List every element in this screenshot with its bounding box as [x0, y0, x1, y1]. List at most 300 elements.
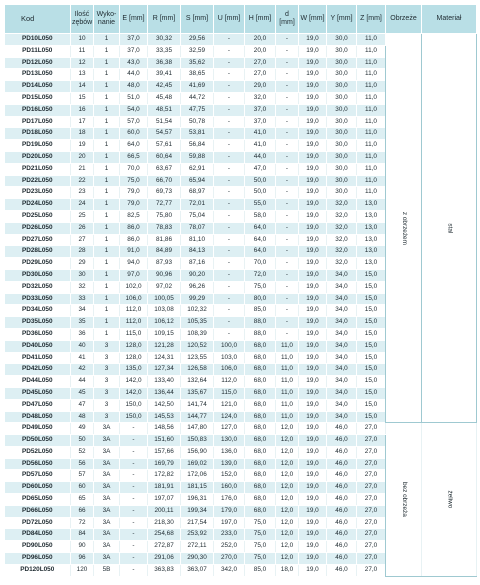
- cell-h: 80,0: [245, 293, 276, 305]
- cell-r: 54,57: [148, 128, 181, 140]
- cell-h: 68,0: [245, 482, 276, 494]
- cell-u: -: [214, 175, 245, 187]
- header-s: S [mm]: [181, 5, 214, 34]
- cell-u: -: [214, 116, 245, 128]
- cell-h: 41,0: [245, 140, 276, 152]
- cell-d: 12,0: [276, 482, 299, 494]
- cell-s: 29,56: [181, 34, 214, 46]
- cell-wykonanie: 1: [94, 45, 120, 57]
- cell-kod: PD13L050: [5, 69, 71, 81]
- cell-u: -: [214, 92, 245, 104]
- cell-r: 30,32: [148, 34, 181, 46]
- cell-e: 82,5: [120, 210, 148, 222]
- cell-h: 55,0: [245, 199, 276, 211]
- cell-e: -: [120, 458, 148, 470]
- cell-d: -: [276, 305, 299, 317]
- cell-d: -: [276, 151, 299, 163]
- cell-s: 90,20: [181, 269, 214, 281]
- cell-r: 78,83: [148, 222, 181, 234]
- cell-h: 27,0: [245, 57, 276, 69]
- cell-h: 68,0: [245, 387, 276, 399]
- cell-s: 199,34: [181, 505, 214, 517]
- cell-h: 20,0: [245, 34, 276, 46]
- cell-r: 181,91: [148, 482, 181, 494]
- cell-r: 69,73: [148, 187, 181, 199]
- cell-y: 46,0: [327, 541, 357, 553]
- cell-z: 15,0: [357, 399, 386, 411]
- cell-y: 30,0: [327, 140, 357, 152]
- cell-w: 19,0: [299, 45, 327, 57]
- cell-r: 81,86: [148, 234, 181, 246]
- cell-e: 150,0: [120, 411, 148, 423]
- cell-h: 88,0: [245, 328, 276, 340]
- cell-r: 145,53: [148, 411, 181, 423]
- cell-y: 30,0: [327, 92, 357, 104]
- cell-d: 18,0: [276, 564, 299, 576]
- cell-z: 11,0: [357, 163, 386, 175]
- cell-w: 19,0: [299, 281, 327, 293]
- cell-wykonanie: 3: [94, 411, 120, 423]
- cell-r: 39,41: [148, 69, 181, 81]
- cell-h: 58,0: [245, 210, 276, 222]
- cell-y: 46,0: [327, 494, 357, 506]
- cell-y: 46,0: [327, 470, 357, 482]
- cell-wykonanie: 1: [94, 222, 120, 234]
- cell-h: 64,0: [245, 234, 276, 246]
- cell-d: -: [276, 281, 299, 293]
- cell-s: 120,52: [181, 340, 214, 352]
- cell-w: 19,0: [299, 81, 327, 93]
- cell-y: 34,0: [327, 281, 357, 293]
- cell-wykonanie: 1: [94, 116, 120, 128]
- cell-w: 19,0: [299, 92, 327, 104]
- cell-u: 121,0: [214, 399, 245, 411]
- cell-z: 13,0: [357, 199, 386, 211]
- cell-y: 30,0: [327, 151, 357, 163]
- cell-d: 11,0: [276, 399, 299, 411]
- cell-r: 106,12: [148, 317, 181, 329]
- cell-kod: PD35L050: [5, 317, 71, 329]
- cell-r: 272,87: [148, 541, 181, 553]
- cell-wykonanie: 1: [94, 151, 120, 163]
- cell-d: -: [276, 69, 299, 81]
- cell-d: -: [276, 293, 299, 305]
- cell-wykonanie: 1: [94, 69, 120, 81]
- cell-z: 11,0: [357, 175, 386, 187]
- cell-h: 72,0: [245, 269, 276, 281]
- cell-w: 19,0: [299, 234, 327, 246]
- cell-r: 197,07: [148, 494, 181, 506]
- cell-zebow: 32: [71, 281, 94, 293]
- cell-w: 19,0: [299, 529, 327, 541]
- cell-zebow: 21: [71, 163, 94, 175]
- cell-h: 68,0: [245, 399, 276, 411]
- cell-w: 19,0: [299, 175, 327, 187]
- cell-e: 128,0: [120, 340, 148, 352]
- cell-s: 44,72: [181, 92, 214, 104]
- cell-s: 108,39: [181, 328, 214, 340]
- cell-wykonanie: 1: [94, 34, 120, 46]
- cell-w: 19,0: [299, 517, 327, 529]
- cell-e: -: [120, 494, 148, 506]
- cell-d: 12,0: [276, 423, 299, 435]
- cell-u: -: [214, 269, 245, 281]
- cell-wykonanie: 1: [94, 317, 120, 329]
- cell-zebow: 18: [71, 128, 94, 140]
- cell-d: 12,0: [276, 517, 299, 529]
- cell-r: 66,70: [148, 175, 181, 187]
- cell-u: 152,0: [214, 470, 245, 482]
- cell-u: 124,0: [214, 411, 245, 423]
- cell-u: 179,0: [214, 505, 245, 517]
- cell-kod: PD32L050: [5, 281, 71, 293]
- cell-z: 11,0: [357, 187, 386, 199]
- spec-table-container: [4, 4, 476, 577]
- cell-w: 19,0: [299, 470, 327, 482]
- cell-w: 19,0: [299, 163, 327, 175]
- cell-d: -: [276, 328, 299, 340]
- cell-z: 27,0: [357, 435, 386, 447]
- cell-d: 12,0: [276, 494, 299, 506]
- cell-s: 56,84: [181, 140, 214, 152]
- cell-u: -: [214, 45, 245, 57]
- cell-kod: PD15L050: [5, 92, 71, 104]
- cell-d: -: [276, 104, 299, 116]
- cell-h: 68,0: [245, 352, 276, 364]
- cell-z: 15,0: [357, 376, 386, 388]
- cell-w: 19,0: [299, 104, 327, 116]
- cell-u: -: [214, 140, 245, 152]
- cell-z: 27,0: [357, 505, 386, 517]
- cell-s: 144,77: [181, 411, 214, 423]
- cell-wykonanie: 3A: [94, 423, 120, 435]
- cell-r: 57,61: [148, 140, 181, 152]
- cell-w: 19,0: [299, 553, 327, 565]
- cell-h: 37,0: [245, 116, 276, 128]
- cell-e: -: [120, 470, 148, 482]
- cell-y: 34,0: [327, 376, 357, 388]
- cell-u: -: [214, 246, 245, 258]
- cell-s: 290,30: [181, 553, 214, 565]
- cell-zebow: 60: [71, 482, 94, 494]
- cell-z: 27,0: [357, 470, 386, 482]
- cell-u: -: [214, 281, 245, 293]
- cell-u: 139,0: [214, 458, 245, 470]
- cell-r: 45,48: [148, 92, 181, 104]
- cell-wykonanie: 1: [94, 234, 120, 246]
- cell-z: 11,0: [357, 92, 386, 104]
- header-row: [5, 5, 477, 34]
- cell-kod: PD30L050: [5, 269, 71, 281]
- cell-z: 27,0: [357, 482, 386, 494]
- cell-y: 46,0: [327, 423, 357, 435]
- cell-r: 121,28: [148, 340, 181, 352]
- cell-e: 150,0: [120, 399, 148, 411]
- cell-z: 27,0: [357, 458, 386, 470]
- cell-z: 11,0: [357, 140, 386, 152]
- cell-wykonanie: 1: [94, 269, 120, 281]
- cell-y: 46,0: [327, 505, 357, 517]
- cell-kod: PD19L050: [5, 140, 71, 152]
- cell-u: 176,0: [214, 494, 245, 506]
- cell-e: 51,0: [120, 92, 148, 104]
- group-obrzeze-label: z obrzeżem: [400, 211, 408, 245]
- cell-h: 29,0: [245, 81, 276, 93]
- cell-h: 37,0: [245, 104, 276, 116]
- cell-wykonanie: 3: [94, 352, 120, 364]
- cell-z: 27,0: [357, 494, 386, 506]
- cell-kod: PD56L050: [5, 458, 71, 470]
- cell-wykonanie: 3A: [94, 435, 120, 447]
- cell-kod: PD48L050: [5, 411, 71, 423]
- cell-s: 105,35: [181, 317, 214, 329]
- cell-z: 15,0: [357, 387, 386, 399]
- cell-e: 94,0: [120, 258, 148, 270]
- cell-s: 53,81: [181, 128, 214, 140]
- cell-e: 79,0: [120, 187, 148, 199]
- cell-s: 75,04: [181, 210, 214, 222]
- cell-y: 34,0: [327, 387, 357, 399]
- cell-e: 112,0: [120, 305, 148, 317]
- cell-kod: PD44L050: [5, 376, 71, 388]
- cell-e: 37,0: [120, 45, 148, 57]
- cell-zebow: 45: [71, 387, 94, 399]
- header-kod: Kod: [5, 5, 71, 34]
- cell-wykonanie: 1: [94, 92, 120, 104]
- cell-kod: PD24L050: [5, 199, 71, 211]
- cell-w: 19,0: [299, 541, 327, 553]
- cell-d: -: [276, 210, 299, 222]
- cell-d: 12,0: [276, 553, 299, 565]
- cell-kod: PD41L050: [5, 352, 71, 364]
- cell-zebow: 14: [71, 81, 94, 93]
- cell-r: 157,66: [148, 446, 181, 458]
- cell-r: 75,80: [148, 210, 181, 222]
- cell-w: 19,0: [299, 258, 327, 270]
- cell-wykonanie: 3A: [94, 553, 120, 565]
- cell-zebow: 57: [71, 470, 94, 482]
- cell-wykonanie: 1: [94, 187, 120, 199]
- cell-u: 233,0: [214, 529, 245, 541]
- cell-wykonanie: 3: [94, 376, 120, 388]
- cell-s: 141,74: [181, 399, 214, 411]
- cell-e: 66,5: [120, 151, 148, 163]
- cell-kod: PD29L050: [5, 258, 71, 270]
- cell-w: 19,0: [299, 458, 327, 470]
- cell-zebow: 34: [71, 305, 94, 317]
- cell-u: -: [214, 305, 245, 317]
- cell-z: 27,0: [357, 529, 386, 541]
- cell-e: 60,0: [120, 128, 148, 140]
- cell-y: 46,0: [327, 482, 357, 494]
- cell-w: 19,0: [299, 482, 327, 494]
- cell-zebow: 28: [71, 246, 94, 258]
- cell-e: -: [120, 517, 148, 529]
- cell-e: 37,0: [120, 34, 148, 46]
- cell-d: -: [276, 175, 299, 187]
- cell-z: 15,0: [357, 340, 386, 352]
- cell-u: 130,0: [214, 435, 245, 447]
- cell-zebow: 16: [71, 104, 94, 116]
- cell-w: 19,0: [299, 364, 327, 376]
- cell-e: 43,0: [120, 57, 148, 69]
- cell-e: 48,0: [120, 81, 148, 93]
- cell-e: 70,0: [120, 163, 148, 175]
- cell-u: -: [214, 199, 245, 211]
- cell-d: 12,0: [276, 529, 299, 541]
- cell-e: -: [120, 482, 148, 494]
- cell-s: 217,54: [181, 517, 214, 529]
- cell-kod: PD50L050: [5, 435, 71, 447]
- cell-u: 252,0: [214, 541, 245, 553]
- cell-e: -: [120, 529, 148, 541]
- cell-y: 32,0: [327, 258, 357, 270]
- cell-r: 151,60: [148, 435, 181, 447]
- cell-h: 44,0: [245, 151, 276, 163]
- cell-h: 85,0: [245, 305, 276, 317]
- header-w: W [mm]: [299, 5, 327, 34]
- cell-r: 172,82: [148, 470, 181, 482]
- cell-r: 33,35: [148, 45, 181, 57]
- cell-w: 19,0: [299, 69, 327, 81]
- cell-kod: PD18L050: [5, 128, 71, 140]
- cell-s: 38,65: [181, 69, 214, 81]
- cell-h: 47,0: [245, 163, 276, 175]
- cell-kod: PD28L050: [5, 246, 71, 258]
- cell-h: 68,0: [245, 446, 276, 458]
- cell-s: 363,07: [181, 564, 214, 576]
- cell-e: 86,0: [120, 222, 148, 234]
- cell-r: 200,11: [148, 505, 181, 517]
- cell-z: 11,0: [357, 104, 386, 116]
- cell-e: -: [120, 564, 148, 576]
- cell-s: 41,69: [181, 81, 214, 93]
- cell-zebow: 22: [71, 175, 94, 187]
- cell-h: 68,0: [245, 340, 276, 352]
- cell-w: 19,0: [299, 564, 327, 576]
- table-row: [5, 423, 477, 435]
- cell-w: 19,0: [299, 34, 327, 46]
- cell-w: 19,0: [299, 317, 327, 329]
- cell-e: -: [120, 505, 148, 517]
- cell-s: 62,91: [181, 163, 214, 175]
- cell-z: 27,0: [357, 541, 386, 553]
- cell-u: -: [214, 128, 245, 140]
- cell-u: -: [214, 187, 245, 199]
- cell-kod: PD25L050: [5, 210, 71, 222]
- cell-h: 32,0: [245, 92, 276, 104]
- cell-w: 19,0: [299, 505, 327, 517]
- cell-z: 11,0: [357, 45, 386, 57]
- cell-y: 32,0: [327, 222, 357, 234]
- cell-r: 87,93: [148, 258, 181, 270]
- cell-d: 11,0: [276, 411, 299, 423]
- group-obrzeze-label: bez obrzeża: [400, 482, 408, 517]
- cell-kod: PD36L050: [5, 328, 71, 340]
- cell-e: 54,0: [120, 104, 148, 116]
- cell-kod: PD60L050: [5, 482, 71, 494]
- cell-zebow: 40: [71, 340, 94, 352]
- cell-u: 136,0: [214, 446, 245, 458]
- cell-r: 103,08: [148, 305, 181, 317]
- cell-z: 15,0: [357, 293, 386, 305]
- cell-zebow: 36: [71, 328, 94, 340]
- cell-y: 34,0: [327, 411, 357, 423]
- cell-wykonanie: 1: [94, 140, 120, 152]
- cell-d: 12,0: [276, 458, 299, 470]
- cell-e: 142,0: [120, 376, 148, 388]
- cell-z: 15,0: [357, 352, 386, 364]
- header-d: d [mm]: [276, 5, 299, 34]
- cell-e: -: [120, 423, 148, 435]
- cell-z: 15,0: [357, 281, 386, 293]
- cell-y: 34,0: [327, 352, 357, 364]
- cell-h: 64,0: [245, 246, 276, 258]
- cell-d: 11,0: [276, 352, 299, 364]
- cell-y: 30,0: [327, 34, 357, 46]
- header-e: E [mm]: [120, 5, 148, 34]
- cell-zebow: 50: [71, 435, 94, 447]
- cell-h: 68,0: [245, 470, 276, 482]
- cell-s: 32,59: [181, 45, 214, 57]
- header-z: Z [mm]: [357, 5, 386, 34]
- cell-e: 64,0: [120, 140, 148, 152]
- cell-e: -: [120, 446, 148, 458]
- cell-wykonanie: 1: [94, 293, 120, 305]
- cell-h: 68,0: [245, 423, 276, 435]
- cell-u: 103,0: [214, 352, 245, 364]
- table-body: [5, 34, 477, 577]
- cell-e: -: [120, 435, 148, 447]
- cell-y: 46,0: [327, 517, 357, 529]
- cell-z: 13,0: [357, 258, 386, 270]
- cell-z: 13,0: [357, 210, 386, 222]
- cell-r: 254,68: [148, 529, 181, 541]
- cell-kod: PD14L050: [5, 81, 71, 93]
- cell-d: -: [276, 140, 299, 152]
- header-r: R [mm]: [148, 5, 181, 34]
- cell-y: 46,0: [327, 458, 357, 470]
- cell-zebow: 72: [71, 517, 94, 529]
- cell-d: -: [276, 222, 299, 234]
- cell-h: 68,0: [245, 494, 276, 506]
- cell-zebow: 23: [71, 187, 94, 199]
- cell-zebow: 15: [71, 92, 94, 104]
- cell-kod: PD27L050: [5, 234, 71, 246]
- cell-r: 60,64: [148, 151, 181, 163]
- cell-u: -: [214, 317, 245, 329]
- cell-h: 75,0: [245, 553, 276, 565]
- cell-h: 68,0: [245, 458, 276, 470]
- cell-d: -: [276, 187, 299, 199]
- cell-kod: PD84L050: [5, 529, 71, 541]
- header-y: Y [mm]: [327, 5, 357, 34]
- cell-wykonanie: 1: [94, 81, 120, 93]
- cell-zebow: 17: [71, 116, 94, 128]
- cell-s: 169,02: [181, 458, 214, 470]
- cell-s: 135,67: [181, 387, 214, 399]
- cell-s: 253,92: [181, 529, 214, 541]
- cell-kod: PD42L050: [5, 364, 71, 376]
- cell-wykonanie: 3: [94, 399, 120, 411]
- cell-u: 115,0: [214, 387, 245, 399]
- group-material-label: stal: [446, 223, 454, 234]
- cell-wykonanie: 3: [94, 364, 120, 376]
- group-material-label: żeliwo: [446, 490, 454, 509]
- cell-w: 19,0: [299, 199, 327, 211]
- cell-r: 136,44: [148, 387, 181, 399]
- cell-kod: PD96L050: [5, 553, 71, 565]
